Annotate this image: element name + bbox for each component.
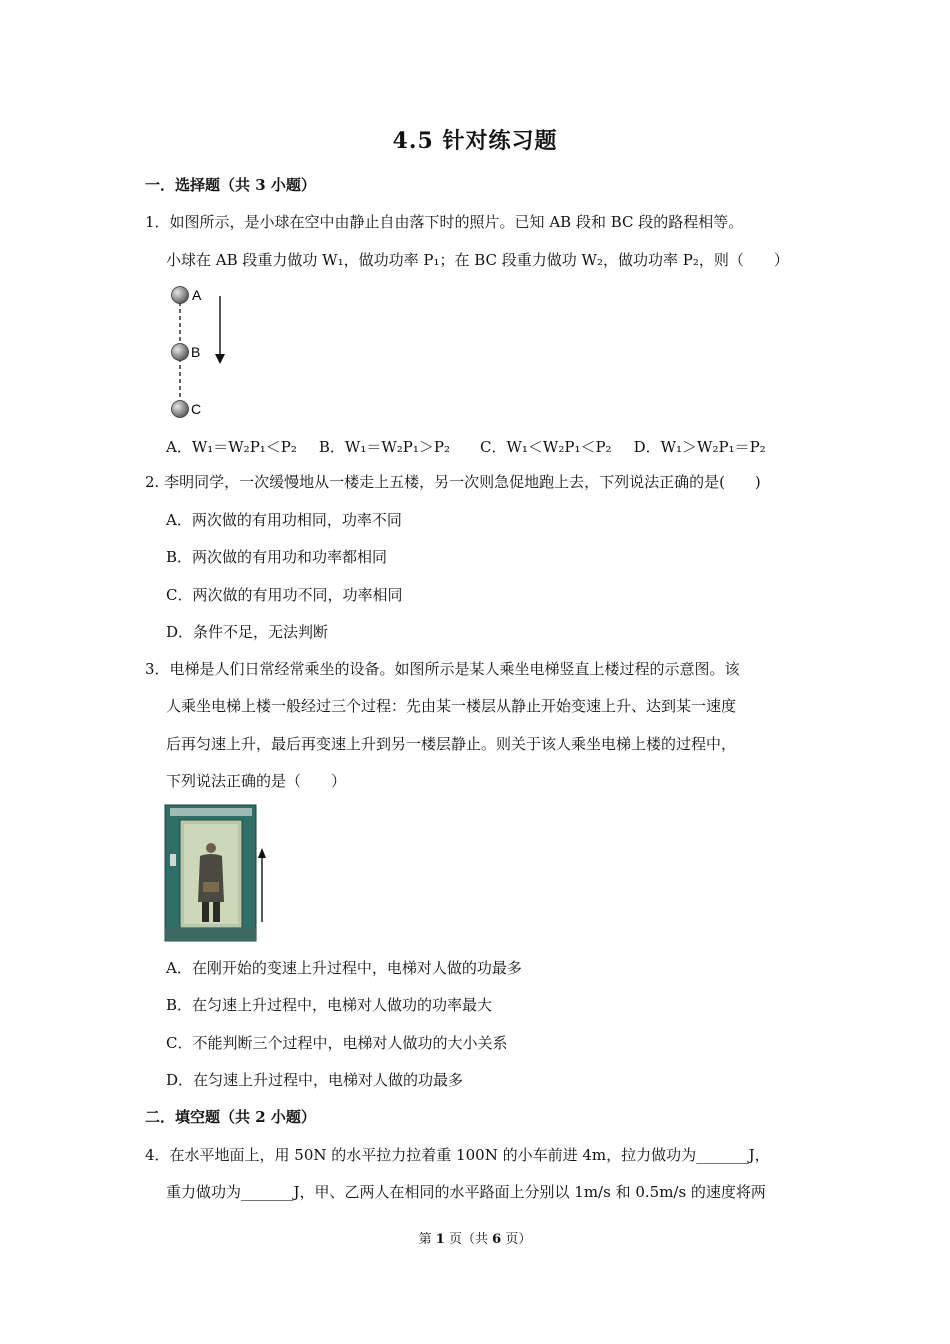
q1-option-a[interactable]: A．W₁＝W₂P₁＜P₂ (166, 438, 297, 456)
footer-total-pages: 6 (492, 1232, 502, 1247)
q1-option-b[interactable]: B．W₁＝W₂P₁＞P₂ (318, 438, 451, 456)
ball-b (172, 344, 189, 361)
q1-option-c[interactable]: C．W₁＜W₂P₁＜P₂ (480, 438, 612, 456)
q3-option-b[interactable]: B．在匀速上升过程中，电梯对人做功的功率最大 (166, 996, 493, 1014)
question-3-line-2: 人乘坐电梯上楼一般经过三个过程：先由某一楼层从静止开始变速上升、达到某一速度 (166, 697, 737, 715)
falling-ball-diagram (162, 282, 242, 422)
q2-option-d[interactable]: D．条件不足，无法判断 (166, 623, 329, 641)
label-a: A (192, 287, 202, 303)
q1-option-d[interactable]: D．W₁＞W₂P₁＝P₂ (633, 438, 766, 456)
question-3-line-1: 3．电梯是人们日常经常乘坐的设备。如图所示是某人乘坐电梯竖直上楼过程的示意图。该 (145, 660, 740, 678)
section-heading-fill: 二．填空题（共 2 小题） (145, 1108, 316, 1126)
question-3-line-4: 下列说法正确的是（ ） (166, 772, 347, 790)
person-leg-left (202, 902, 209, 922)
elevator-floor (165, 928, 256, 941)
q2-option-c[interactable]: C．两次做的有用功不同，功率相同 (166, 586, 403, 604)
ball-c (172, 401, 189, 418)
q3-option-c[interactable]: C．不能判断三个过程中，电梯对人做功的大小关系 (166, 1034, 508, 1052)
question-2-stem: 2. 李明同学，一次缓慢地从一楼走上五楼，另一次则急促地跑上去，下列说法正确的是( ) (145, 473, 761, 491)
question-1-line-1: 1．如图所示，是小球在空中由静止自由落下时的照片。已知 AB 段和 BC 段的路程相等。 (145, 213, 744, 231)
question-3-line-3: 后再匀速上升，最后再变速上升到另一楼层静止。则关于该人乘坐电梯上楼的过程中， (166, 735, 737, 753)
ball-a (172, 287, 189, 304)
page-title: 4.5 针对练习题 (392, 128, 558, 154)
elevator-picture (164, 804, 274, 942)
question-1-options (166, 437, 766, 457)
q2-option-a[interactable]: A．两次做的有用功相同，功率不同 (166, 511, 402, 529)
footer-middle: 页（共 (448, 1232, 488, 1247)
footer-suffix: 页） (505, 1232, 532, 1247)
label-b: B (191, 344, 201, 360)
elevator-top-panel (170, 808, 252, 816)
footer-page-number: 1 (435, 1232, 445, 1247)
question-4-line-1: 4．在水平地面上，用 50N 的水平拉力拉着重 100N 的小车前进 4m，拉力做功为_______J， (145, 1146, 770, 1164)
person-head (206, 843, 216, 853)
q3-option-a[interactable]: A．在刚开始的变速上升过程中，电梯对人做的功最多 (166, 959, 522, 977)
person-leg-right (213, 902, 220, 922)
q2-option-b[interactable]: B．两次做的有用功和功率都相同 (166, 548, 388, 566)
question-4-line-2: 重力做功为_______J，甲、乙两人在相同的水平路面上分别以 1m/s 和 0.5m/s 的速度将两 (166, 1183, 766, 1201)
label-c: C (191, 401, 202, 417)
footer-prefix: 第 (418, 1232, 432, 1247)
section-heading-choice: 一．选择题（共 3 小题） (145, 176, 316, 194)
page-footer (0, 1228, 950, 1247)
arrow-up-head (258, 848, 266, 858)
question-1-line-2: 小球在 AB 段重力做功 W₁，做功功率 P₁；在 BC 段重力做功 W₂，做功功率 P₂，则（ ） (166, 251, 789, 269)
person-bag (203, 882, 219, 892)
person-body (198, 854, 224, 902)
elevator-button-panel (170, 854, 176, 866)
arrow-down-head (215, 354, 225, 364)
q3-option-d[interactable]: D．在匀速上升过程中，电梯对人做的功最多 (166, 1071, 464, 1089)
